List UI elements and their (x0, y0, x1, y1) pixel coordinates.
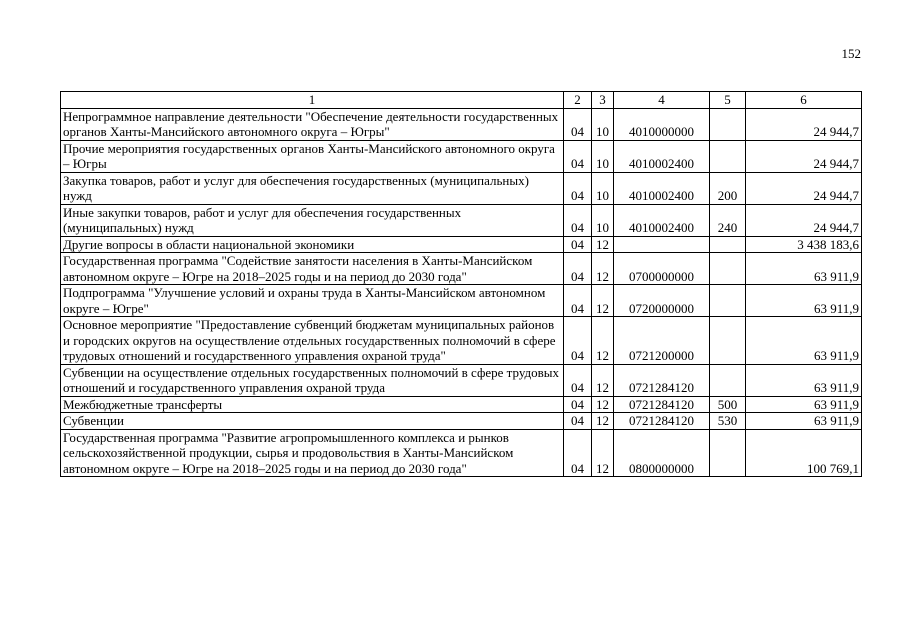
row-section: 04 (564, 413, 592, 430)
row-expense-type (710, 364, 746, 396)
row-target-code: 0700000000 (614, 253, 710, 285)
row-target-code: 0721284120 (614, 413, 710, 430)
header-row (61, 92, 862, 109)
row-subsection: 12 (592, 413, 614, 430)
table-row (61, 285, 862, 317)
row-name: Непрограммное направление деятельности "Обеспечение деятельности государственных органов Ханты-Мансийского автономного округа – Югры" (61, 108, 564, 140)
row-target-code: 4010002400 (614, 140, 710, 172)
table-row (61, 396, 862, 413)
page-number: 152 (841, 46, 861, 61)
row-section: 04 (564, 204, 592, 236)
table-header (61, 92, 862, 109)
table-row (61, 413, 862, 430)
header-col-2: 2 (564, 92, 592, 109)
row-subsection: 12 (592, 236, 614, 253)
row-expense-type (710, 429, 746, 477)
row-expense-type: 200 (710, 172, 746, 204)
row-target-code: 0720000000 (614, 285, 710, 317)
row-name: Государственная программа "Содействие занятости населения в Ханты-Мансийском автономном округе – Югре на 2018–2025 годы и на период до 2030 года" (61, 253, 564, 285)
table-row (61, 236, 862, 253)
row-subsection: 10 (592, 108, 614, 140)
row-subsection: 12 (592, 317, 614, 365)
row-subsection: 12 (592, 364, 614, 396)
row-name: Закупка товаров, работ и услуг для обеспечения государственных (муниципальных) нужд (61, 172, 564, 204)
row-target-code: 0721284120 (614, 364, 710, 396)
row-amount: 3 438 183,6 (746, 236, 862, 253)
row-amount: 63 911,9 (746, 285, 862, 317)
row-target-code: 4010000000 (614, 108, 710, 140)
table-row (61, 253, 862, 285)
row-section: 04 (564, 108, 592, 140)
table-row (61, 429, 862, 477)
table-row (61, 140, 862, 172)
row-name: Другие вопросы в области национальной экономики (61, 236, 564, 253)
table-row (61, 172, 862, 204)
row-target-code: 4010002400 (614, 204, 710, 236)
row-expense-type: 530 (710, 413, 746, 430)
row-subsection: 12 (592, 253, 614, 285)
row-expense-type (710, 285, 746, 317)
row-amount: 24 944,7 (746, 172, 862, 204)
row-amount: 24 944,7 (746, 204, 862, 236)
row-target-code (614, 236, 710, 253)
header-col-1: 1 (61, 92, 564, 109)
row-amount: 63 911,9 (746, 317, 862, 365)
row-section: 04 (564, 172, 592, 204)
table-row (61, 204, 862, 236)
row-expense-type (710, 253, 746, 285)
table-body (61, 108, 862, 477)
table-row (61, 108, 862, 140)
row-target-code: 0800000000 (614, 429, 710, 477)
row-target-code: 4010002400 (614, 172, 710, 204)
row-subsection: 10 (592, 172, 614, 204)
row-name: Подпрограмма "Улучшение условий и охраны труда в Ханты-Мансийском автономном округе – Югре" (61, 285, 564, 317)
row-section: 04 (564, 396, 592, 413)
header-col-6: 6 (746, 92, 862, 109)
row-expense-type: 500 (710, 396, 746, 413)
row-name: Иные закупки товаров, работ и услуг для обеспечения государственных (муниципальных) нужд (61, 204, 564, 236)
row-subsection: 12 (592, 285, 614, 317)
row-section: 04 (564, 429, 592, 477)
row-target-code: 0721284120 (614, 396, 710, 413)
row-subsection: 12 (592, 429, 614, 477)
row-section: 04 (564, 285, 592, 317)
row-amount: 24 944,7 (746, 108, 862, 140)
table-row (61, 317, 862, 365)
row-name: Основное мероприятие "Предоставление субвенций бюджетам муниципальных районов и городских округов на осуществление отдельных государственных полномочий в сфере трудовых отношений и государственного управления охраной труда" (61, 317, 564, 365)
row-amount: 100 769,1 (746, 429, 862, 477)
row-amount: 24 944,7 (746, 140, 862, 172)
row-expense-type: 240 (710, 204, 746, 236)
row-expense-type (710, 317, 746, 365)
row-name: Субвенции на осуществление отдельных государственных полномочий в сфере трудовых отношений и государственного управления охраной труда (61, 364, 564, 396)
header-col-5: 5 (710, 92, 746, 109)
row-name: Прочие мероприятия государственных органов Ханты-Мансийского автономного округа – Югры (61, 140, 564, 172)
row-amount: 63 911,9 (746, 364, 862, 396)
row-section: 04 (564, 364, 592, 396)
table-row (61, 364, 862, 396)
row-subsection: 10 (592, 140, 614, 172)
row-amount: 63 911,9 (746, 413, 862, 430)
row-expense-type (710, 140, 746, 172)
row-subsection: 12 (592, 396, 614, 413)
row-section: 04 (564, 317, 592, 365)
row-section: 04 (564, 236, 592, 253)
row-section: 04 (564, 140, 592, 172)
row-section: 04 (564, 253, 592, 285)
row-amount: 63 911,9 (746, 396, 862, 413)
row-expense-type (710, 108, 746, 140)
row-subsection: 10 (592, 204, 614, 236)
row-name: Государственная программа "Развитие агропромышленного комплекса и рынков сельскохозяйственной продукции, сырья и продовольствия в Ханты-Мансийском автономном округе – Югре на 2018–2025 годы и на период до 2030 года" (61, 429, 564, 477)
row-target-code: 0721200000 (614, 317, 710, 365)
header-col-3: 3 (592, 92, 614, 109)
row-amount: 63 911,9 (746, 253, 862, 285)
row-expense-type (710, 236, 746, 253)
row-name: Межбюджетные трансферты (61, 396, 564, 413)
row-name: Субвенции (61, 413, 564, 430)
budget-table (60, 91, 862, 477)
header-col-4: 4 (614, 92, 710, 109)
